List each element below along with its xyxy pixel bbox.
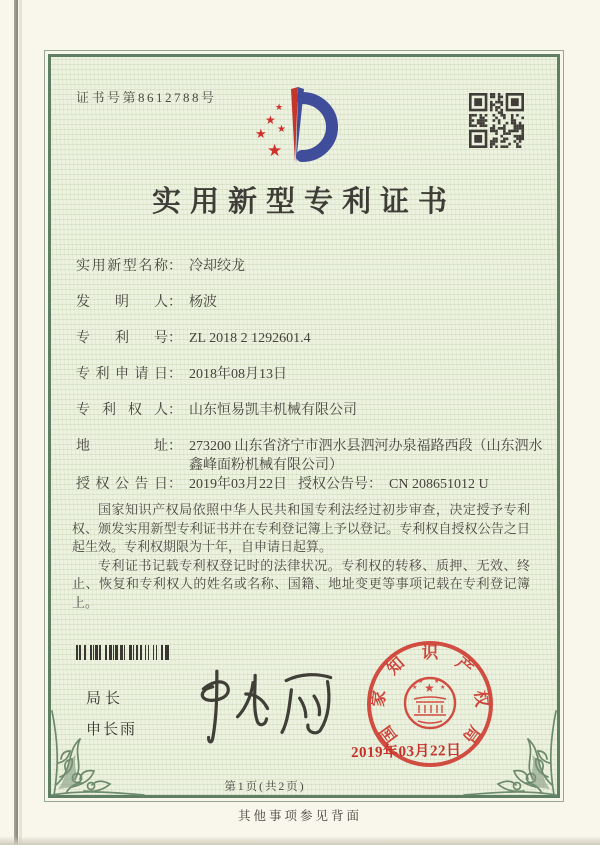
field-label: 授权公告日 [76,477,168,492]
logo-crescent [302,98,332,156]
field-value: 273200 山东省济宁市泗水县泗河办泉福路西段（山东泗水鑫峰面粉机械有限公司） [189,439,543,473]
field-label: 专利申请日 [76,367,168,382]
field-colon: ： [168,403,182,418]
field-colon: ： [168,331,182,346]
certificate-border-frame [44,50,564,802]
field-colon: ： [168,367,182,382]
barcode-bar [169,645,172,660]
seal-date: 2019年03月22日 [350,742,462,762]
legal-text [72,501,530,612]
field-label: 专利权人 [76,403,168,418]
field-row-patent-no [76,329,311,348]
back-note: 其他事项参见背面 [237,809,362,823]
certificate-number: 证书号第8612788号 [76,90,217,105]
page-number: 第1页(共2页) [224,781,306,793]
cnipa-logo-icon [239,76,364,181]
scan-bottom-shadow [0,836,600,845]
director-name: 申长雨 [86,721,138,738]
legal-paragraph: 专利证书记载专利权登记时的法律状况。专利权的转移、质押、无效、终止、恢复和专利权人的姓名或名称、国籍、地址变更等事项记载在专利登记簿上。 [72,557,530,610]
svg-text:局: 局 [459,722,485,747]
field-row-grant-date [76,475,287,494]
svg-text:★: ★ [424,681,435,695]
svg-text:家: 家 [368,689,390,708]
field-label: 专利号 [76,331,168,346]
barcode [76,645,238,660]
svg-text:★: ★ [440,684,446,691]
field-value: 杨波 [189,295,217,310]
field-label: 发明人 [76,295,168,310]
scan-spine-highlight [19,0,22,845]
field-label: 实用新型名称 [76,259,168,274]
field-row-patentee [76,401,357,420]
field-value: 2019年03月22日 [189,477,287,492]
qr-code [469,93,524,148]
scan-spine-shadow [14,0,18,845]
national-emblem-icon [405,678,455,728]
field-colon: ： [368,477,382,492]
field-value: 2018年08月13日 [189,367,287,382]
certificate-title: 实用新型专利证书 [151,186,456,218]
svg-text:权: 权 [470,689,492,708]
field-value: 冷却绞龙 [189,259,245,274]
svg-text:国: 国 [375,722,401,747]
svg-text:★: ★ [255,127,267,142]
field-colon: ： [168,439,182,454]
field-value: ZL 2018 2 1292601.4 [189,331,311,346]
svg-text:★: ★ [267,141,283,161]
director-title: 局长 [86,690,125,707]
svg-text:★: ★ [434,678,440,685]
field-row-inventor [76,293,217,312]
field-colon: ： [168,259,182,274]
svg-text:★: ★ [265,113,276,127]
field-colon: ： [168,477,182,492]
field-value: 山东恒易凯丰机械有限公司 [189,403,357,418]
field-colon: ： [168,295,182,310]
svg-text:知: 知 [383,653,409,679]
field-row-filing-date [76,365,287,384]
svg-text:★: ★ [412,684,418,691]
field-label: 地址 [76,439,168,454]
field-row-name [76,257,245,276]
field-label: 授权公告号 [298,477,368,492]
svg-text:识: 识 [421,643,439,662]
svg-text:★: ★ [275,103,284,113]
field-row-grant-no [298,475,489,494]
svg-text:产: 产 [451,653,477,679]
signature-handwriting [191,663,341,753]
svg-text:★: ★ [418,678,424,685]
logo-stars [255,103,286,161]
field-row-address [76,437,545,475]
legal-paragraph: 国家知识产权局依照中华人民共和国专利法经过初步审查，决定授予专利权、颁发实用新型专利证书并在专利登记簿上予以登记。专利权自授权公告之日起生效。专利权期限为十年，自申请日起算。 [72,502,530,554]
svg-text:★: ★ [277,124,286,135]
field-value: CN 208651012 U [389,477,489,492]
